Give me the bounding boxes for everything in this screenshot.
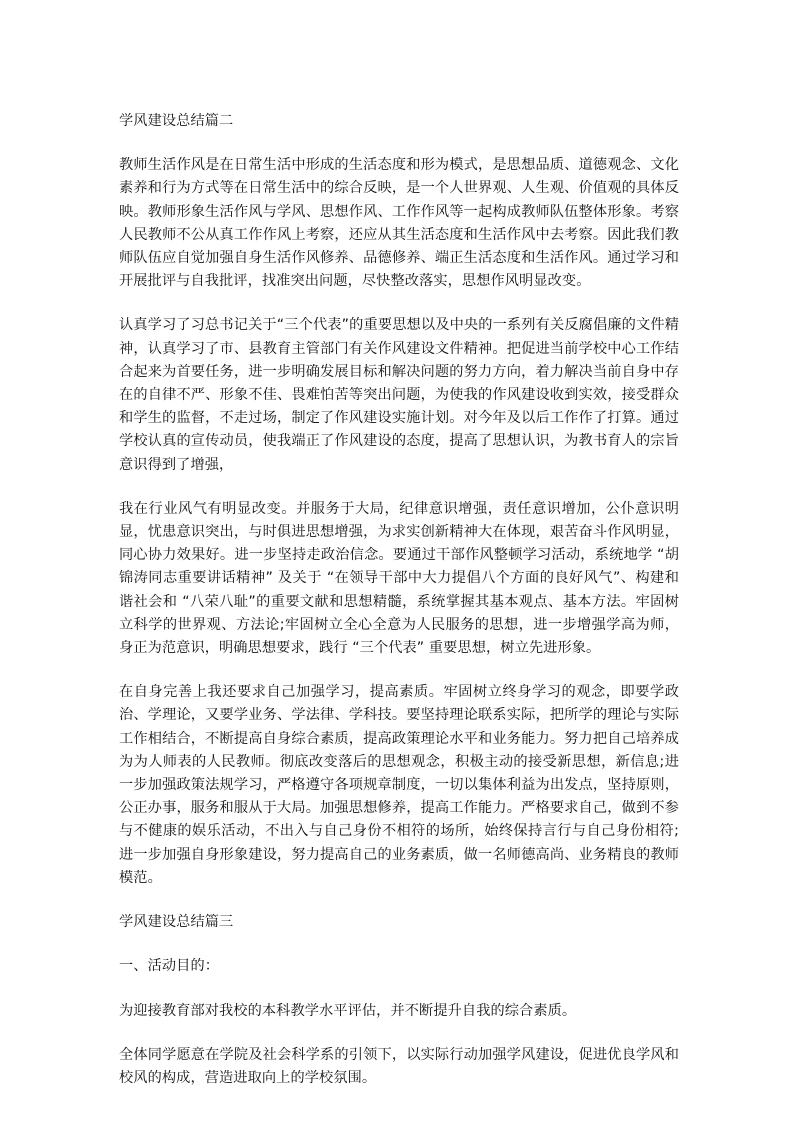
section-activity-purpose-title: 一、活动目的：: [119, 958, 220, 975]
paragraph-campus-atmosphere: 全体同学愿意在学院及社会科学系的引领下，以实际行动加强学风建设，促进优良学风和校风的构成，营造进取向上的学校氛围。: [119, 1046, 679, 1086]
paragraph-study-spirit: 认真学习了习总书记关于“三个代表”的重要思想以及中央的一系列有关反腐倡廉的文件精神，认真学习了市、县教育主管部门有关作风建设文件精神。把促进当前学校中心工作结合起来为首要任务，进一步明确发展目标和解决问题的努力方向，着力解决当前自身中存在的自律不严、形象不佳、畏难怕苦等突出问题，为使我的作风建设收到实效，接受群众和学生的监督，不走过场，制定了作风建设实施计划。对今年及以后工作作了打算。通过学校认真的宣传动员，使我端正了作风建设的态度，提高了思想认识，为教书育人的宗旨意识得到了增强，: [119, 317, 679, 473]
heading-part-two: 学风建设总结篇二: [119, 113, 234, 129]
heading-part-three: 学风建设总结篇三: [119, 914, 234, 931]
paragraph-teacher-lifestyle: 教师生活作风是在日常生活中形成的生活态度和形为模式，是思想品质、道德观念、文化素养和行为方式等在日常生活中的综合反映，是一个人世界观、人生观、价值观的具体反映。教师形象生活作风与学风、思想作风、工作作风等一起构成教师队伍整体形象。考察人民教师不公从真工作作风上考察，还应从其生活态度和生活作风中去考察。因此我们教师队伍应自觉加强自身生活作风修养、品德修养、端正生活态度和生活作风。通过学习和开展批评与自我批评，找准突出问题，尽快整改落实，思想作风明显改变。: [119, 157, 679, 290]
paragraph-self-improvement: 在自身完善上我还要求自己加强学习，提高素质。牢固树立终身学习的观念，即要学政治、学理论，又要学业务、学法律、学科技。要坚持理论联系实际，把所学的理论与实际工作相结合，不断提高自身综合素质，提高政策理论水平和业务能力。努力把自己培养成为为人师表的人民教师。彻底改变落后的思想观念，积极主动的接受新思想，新信息;进一步加强政策法规学习，严格遵守各项规章制度，一切以集体利益为出发点，坚持原则，公正办事，服务和服从于大局。加强思想修养，提高工作能力。严格要求自己，做到不参与不健康的娱乐活动，不出入与自己身份不相符的场所，始终保持言行与自己身份相符;进一步加强自身形象建设，努力提高自己的业务素质，做一名师德高尚、业务精良的教师模范。: [119, 684, 679, 886]
paragraph-evaluation-goal: 为迎接教育部对我校的本科教学水平评估，并不断提升自我的综合素质。: [119, 1002, 577, 1019]
document-page: [119, 110, 679, 1111]
paragraph-industry-style: 我在行业风气有明显改变。并服务于大局，纪律意识增强，责任意识增加，公仆意识明显，忧患意识突出，与时俱进思想增强，为求实创新精神大在体现，艰苦奋斗作风明显，同心协力效果好。进一步坚持走政治信念。要通过干部作风整顿学习活动，系统地学 “胡锦涛同志重要讲话精神” 及关于 “在领导干部中大力提倡八个方面的良好风气”、构建和谐社会和 “八荣八耻”的重要文献和思想精髓，系统掌握其基本观点、基本方法。牢固树立科学的世界观、方法论;牢固树立全心全意为人民服务的思想，进一步增强学高为师，身正为范意识，明确思想要求，践行 “三个代表” 重要思想，树立先进形象。: [119, 500, 679, 657]
